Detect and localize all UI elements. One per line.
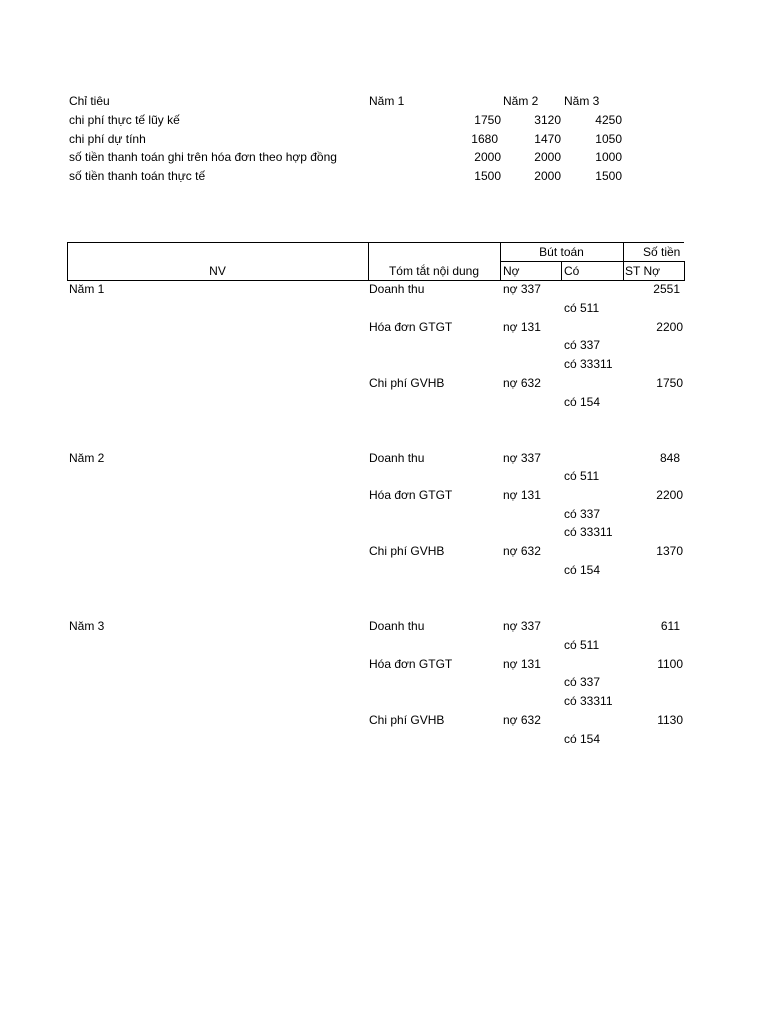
header-nam-3: Năm 3 <box>564 94 600 108</box>
amount: 1100 <box>657 657 683 671</box>
header-nam-1: Năm 1 <box>369 94 405 108</box>
summary-cell: 4250 <box>595 113 622 127</box>
amount: 1370 <box>656 544 683 558</box>
amount: 1750 <box>656 376 683 390</box>
summary-cell: 2000 <box>534 169 561 183</box>
credit-account: có 154 <box>564 395 601 409</box>
item-name: Doanh thu <box>369 282 425 296</box>
header-amount-debit: ST Nợ <box>625 264 660 278</box>
header-amount: Số tiền <box>643 245 681 259</box>
header-debit: Nợ <box>503 264 520 278</box>
year-label: Năm 1 <box>69 282 105 296</box>
item-name: Chi phí GVHB <box>369 376 445 390</box>
debit-account: nợ 337 <box>503 451 541 465</box>
summary-cell: 1500 <box>474 169 501 183</box>
summary-row-label: chi phí dự tính <box>69 132 146 146</box>
debit-account: nợ 131 <box>503 488 541 502</box>
year-label: Năm 3 <box>69 619 105 633</box>
amount: 1130 <box>657 713 683 727</box>
header-nv: NV <box>209 264 226 278</box>
credit-account: có 511 <box>564 301 600 315</box>
credit-account: có 511 <box>564 638 600 652</box>
credit-account: có 337 <box>564 507 601 521</box>
summary-cell: 1680 <box>471 132 498 146</box>
item-name: Hóa đơn GTGT <box>369 488 453 502</box>
grid-line <box>67 242 368 243</box>
amount: 2200 <box>656 320 683 334</box>
year-label: Năm 2 <box>69 451 105 465</box>
header-nam-2: Năm 2 <box>503 94 539 108</box>
amount: 2551 <box>653 282 680 296</box>
header-credit: Có <box>564 264 580 278</box>
debit-account: nợ 632 <box>503 544 541 558</box>
header-chi-tieu: Chỉ tiêu <box>69 94 110 108</box>
amount: 2200 <box>656 488 683 502</box>
header-summary: Tóm tắt nội dung <box>388 264 480 278</box>
summary-cell: 1000 <box>595 150 622 164</box>
item-name: Doanh thu <box>369 619 425 633</box>
summary-row-label: chi phí thực tế lũy kế <box>69 113 180 127</box>
summary-cell: 2000 <box>474 150 501 164</box>
header-entries: Bút toán <box>539 245 584 259</box>
summary-row-label: số tiền thanh toán ghi trên hóa đơn theo hợp đồng <box>69 150 337 164</box>
credit-account: có 154 <box>564 732 601 746</box>
amount: 848 <box>659 451 680 465</box>
item-name: Hóa đơn GTGT <box>369 320 453 334</box>
credit-account: có 33311 <box>564 694 613 708</box>
item-name: Doanh thu <box>369 451 425 465</box>
grid-line <box>500 261 684 262</box>
debit-account: nợ 632 <box>503 376 541 390</box>
grid-line <box>561 261 562 281</box>
credit-account: có 154 <box>564 563 601 577</box>
summary-cell: 1470 <box>534 132 561 146</box>
summary-cell: 1750 <box>474 113 501 127</box>
debit-account: nợ 337 <box>503 619 541 633</box>
summary-cell: 2000 <box>534 150 561 164</box>
summary-cell: 1500 <box>595 169 622 183</box>
debit-account: nợ 131 <box>503 657 541 671</box>
grid-line <box>684 261 685 281</box>
grid-line <box>368 242 684 243</box>
grid-line <box>623 242 624 281</box>
summary-cell: 1050 <box>595 132 622 146</box>
credit-account: có 33311 <box>564 357 613 371</box>
debit-account: nợ 337 <box>503 282 541 296</box>
grid-line <box>67 280 684 281</box>
item-name: Chi phí GVHB <box>369 713 445 727</box>
credit-account: có 337 <box>564 338 601 352</box>
debit-account: nợ 131 <box>503 320 541 334</box>
item-name: Chi phí GVHB <box>369 544 445 558</box>
debit-account: nợ 632 <box>503 713 541 727</box>
amount: 611 <box>660 619 680 633</box>
summary-cell: 3120 <box>534 113 561 127</box>
summary-row-label: số tiền thanh toán thực tế <box>69 169 206 183</box>
credit-account: có 511 <box>564 469 600 483</box>
credit-account: có 33311 <box>564 525 613 539</box>
credit-account: có 337 <box>564 675 601 689</box>
item-name: Hóa đơn GTGT <box>369 657 453 671</box>
